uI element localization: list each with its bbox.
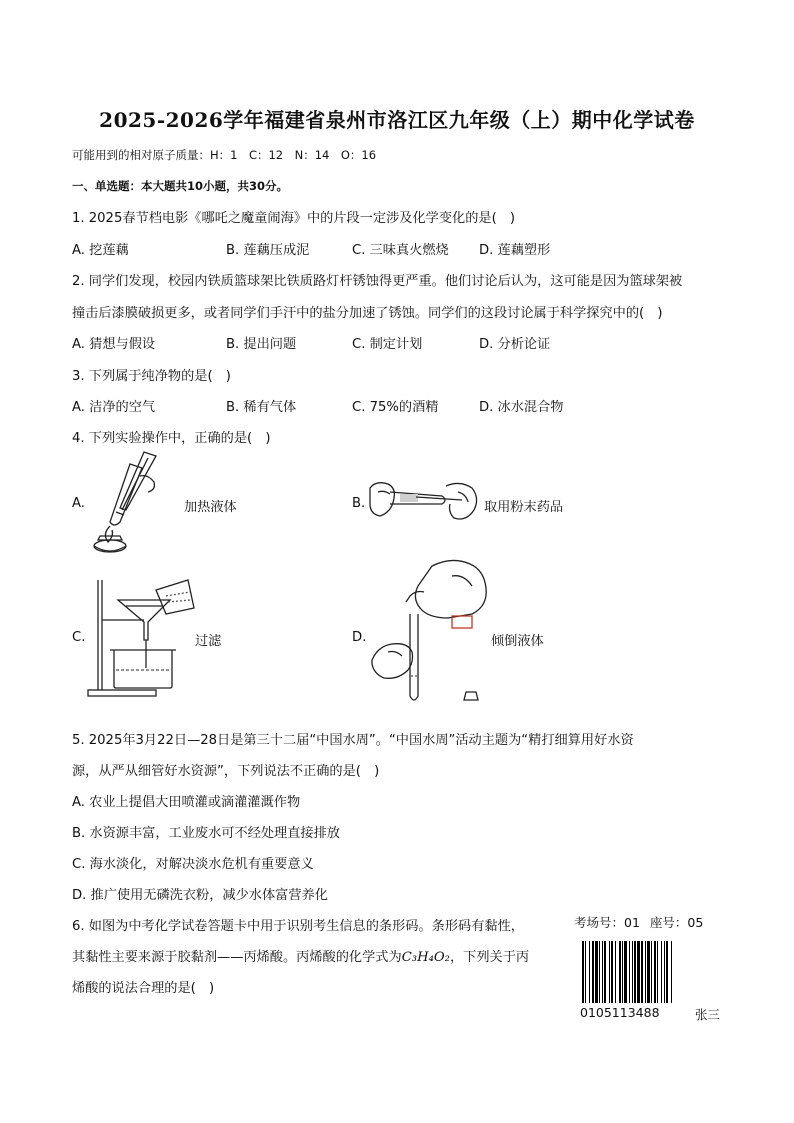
barcode-bar bbox=[645, 941, 646, 1003]
pouring-liquid-illustration bbox=[368, 556, 498, 706]
barcode-number: 0105113488 bbox=[580, 1005, 660, 1020]
q5-option-d: D. 推广使用无磷洗衣粉，减少水体富营养化 bbox=[72, 888, 328, 903]
q4-option-c-label: 过滤 bbox=[195, 634, 222, 649]
acrylic-acid-formula: C₃H₄O₂ bbox=[401, 950, 450, 965]
barcode-bar bbox=[666, 941, 668, 1003]
q6-text-pre: 其黏性主要来源于胶黏剂——丙烯酸。丙烯酸的化学式为 bbox=[72, 950, 402, 965]
barcode-bar bbox=[632, 941, 633, 1003]
heating-liquid-illustration bbox=[86, 452, 176, 552]
filtration-illustration bbox=[86, 572, 198, 700]
q2-option-b: B. 提出问题 bbox=[226, 337, 297, 352]
barcode-bar bbox=[629, 941, 630, 1003]
q5-option-c: C. 海水淡化，对解决淡水危机有重要意义 bbox=[72, 857, 314, 872]
barcode-bar bbox=[651, 941, 652, 1003]
barcode-image bbox=[582, 941, 720, 1003]
q4-option-c-letter: C. bbox=[72, 630, 86, 645]
q3-option-a: A. 洁净的空气 bbox=[72, 400, 156, 415]
exam-room-number: 考场号：01 bbox=[574, 915, 640, 930]
barcode-bar bbox=[622, 941, 623, 1003]
barcode-bar bbox=[647, 941, 650, 1003]
q3-option-c: C. 75%的酒精 bbox=[352, 400, 439, 415]
question-6-stem-line1: 6. 如图为中考化学试卷答题卡中用于识别考生信息的条形码。条形码有黏性， bbox=[72, 919, 524, 934]
student-name: 张三 bbox=[694, 1007, 720, 1022]
powder-reagent-illustration bbox=[366, 478, 482, 528]
barcode-bar bbox=[661, 941, 662, 1003]
barcode-bar bbox=[609, 941, 610, 1003]
q1-option-a: A. 挖莲藕 bbox=[72, 243, 129, 258]
q2-option-d: D. 分析论证 bbox=[479, 337, 551, 352]
q4-option-d-letter: D. bbox=[352, 630, 367, 645]
barcode-bar bbox=[657, 941, 658, 1003]
barcode-bar bbox=[634, 941, 636, 1003]
q2-option-c: C. 制定计划 bbox=[352, 337, 423, 352]
question-4-stem: 4. 下列实验操作中，正确的是( ) bbox=[72, 431, 271, 446]
question-1-stem: 1. 2025春节档电影《哪吒之魔童闹海》中的片段一定涉及化学变化的是( ) bbox=[72, 211, 516, 226]
q1-option-c: C. 三味真火燃烧 bbox=[352, 243, 449, 258]
q4-option-b-letter: B. bbox=[352, 496, 366, 511]
question-5-stem-line1: 5. 2025年3月22日—28日是第三十二届“中国水周”。“中国水周”活动主题为“精打细算用好水资 bbox=[72, 733, 634, 748]
barcode-bar bbox=[664, 941, 665, 1003]
q1-option-b: B. 莲藕压成泥 bbox=[226, 243, 310, 258]
q3-option-b: B. 稀有气体 bbox=[226, 400, 297, 415]
exam-title: 2025-2026学年福建省泉州市洛江区九年级（上）期中化学试卷 bbox=[99, 108, 695, 132]
q3-option-d: D. 冰水混合物 bbox=[479, 400, 564, 415]
q4-option-b-label: 取用粉末药品 bbox=[484, 500, 564, 515]
barcode-bar bbox=[582, 941, 584, 1003]
q4-option-d-label: 倾倒液体 bbox=[491, 634, 544, 649]
q1-option-d: D. 莲藕塑形 bbox=[479, 243, 551, 258]
barcode-bar bbox=[671, 941, 672, 1003]
barcode-bar bbox=[589, 941, 590, 1003]
question-6-stem-line2 bbox=[72, 946, 529, 965]
q2-option-a: A. 猜想与假设 bbox=[72, 337, 156, 352]
barcode-bar bbox=[599, 941, 600, 1003]
barcode-bar bbox=[641, 941, 643, 1003]
barcode-bar bbox=[619, 941, 621, 1003]
q5-option-a: A. 农业上提倡大田喷灌或滴灌灌溉作物 bbox=[72, 795, 301, 810]
question-3-stem: 3. 下列属于纯净物的是( ) bbox=[72, 369, 231, 384]
barcode-bar bbox=[592, 941, 594, 1003]
barcode-bar bbox=[611, 941, 613, 1003]
barcode-bar bbox=[602, 941, 603, 1003]
question-6-stem-line3: 烯酸的说法合理的是( ) bbox=[72, 981, 215, 996]
q5-option-b: B. 水资源丰富，工业废水可不经处理直接排放 bbox=[72, 826, 340, 841]
question-2-stem-line1: 2. 同学们发现，校园内铁质篮球架比铁质路灯杆锈蚀得更严重。他们讨论后认为，这可能是因为篮球架被 bbox=[72, 274, 683, 289]
barcode-bar bbox=[585, 941, 586, 1003]
q4-option-a-letter: A. bbox=[72, 496, 85, 511]
barcode-bar bbox=[595, 941, 598, 1003]
question-2-stem-line2: 撞击后漆膜破损更多，或者同学们手汗中的盐分加速了锈蚀。同学们的这段讨论属于科学探究中的( ) bbox=[72, 306, 663, 321]
barcode-bar bbox=[654, 941, 656, 1003]
barcode-bar bbox=[624, 941, 627, 1003]
q4-option-a-label: 加热液体 bbox=[184, 500, 237, 515]
barcode-header bbox=[574, 913, 724, 931]
atomic-masses: 可能用到的相对原子质量：H：1 C：12 N：14 O：16 bbox=[72, 148, 377, 162]
seat-number: 座号：05 bbox=[649, 915, 704, 930]
barcode-bar bbox=[637, 941, 640, 1003]
barcode-bar bbox=[615, 941, 616, 1003]
section-heading: 一、单选题：本大题共10小题，共30分。 bbox=[72, 179, 289, 193]
q6-text-post: ，下列关于丙 bbox=[449, 950, 530, 965]
question-5-stem-line2: 源，从严从细管好水资源”，下列说法不正确的是( ) bbox=[72, 764, 380, 779]
barcode-bar bbox=[604, 941, 606, 1003]
barcode-label bbox=[574, 913, 724, 1022]
